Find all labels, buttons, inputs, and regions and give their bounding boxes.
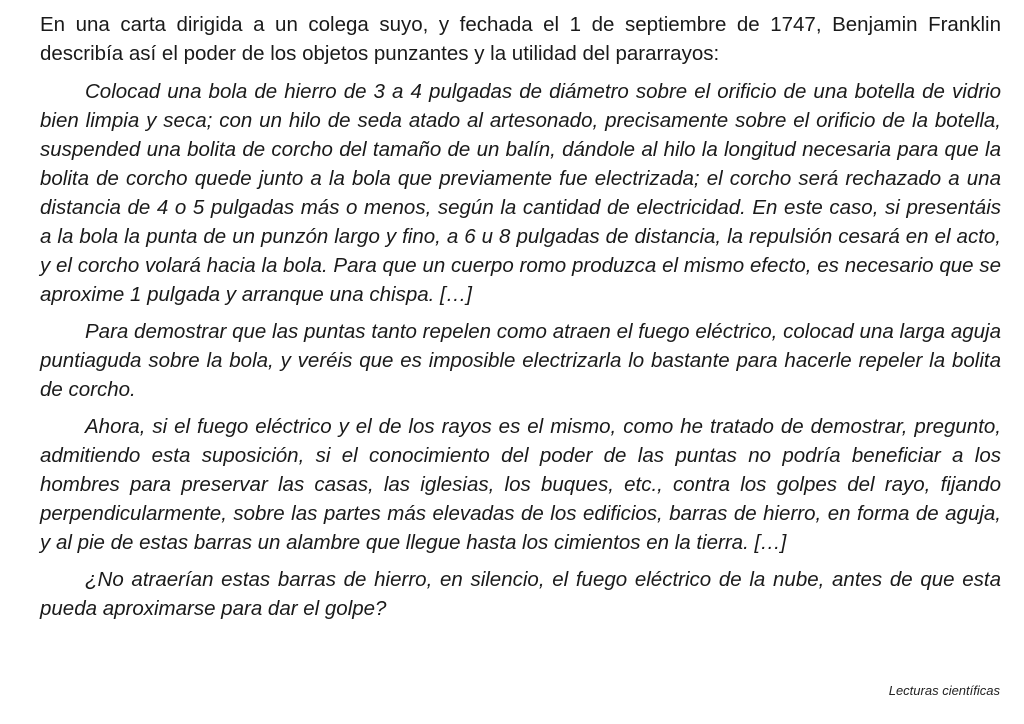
source-label: Lecturas científicas (888, 683, 1000, 698)
quote-paragraph-1: Colocad una bola de hierro de 3 a 4 pulgadas de diámetro sobre el orificio de una botella de vidrio bien limpia y seca; con un hilo de seda atado al artesonado, precisamente sobre el orificio de la botella, suspended una bolita de corcho del tamaño de un balín, dándole al hilo la longitud necesaria para que la bolita de corcho quede junto a la bola que previamente fue electrizada; el corcho será rechazado a una distancia de 4 o 5 pulgadas más o menos, según la cantidad de electricidad. En este caso, si presentáis a la bola la punta de un punzón largo y fino, a 6 u 8 pulgadas de distancia, la repulsión cesará en el acto, y el corcho volará hacia la bola. Para que un cuerpo romo produzca el mismo efecto, es necesario que se aproxime 1 pulgada y arranque una chispa. […] (40, 80, 1001, 306)
document-body (40, 10, 1001, 623)
quote-paragraph-2: Para demostrar que las puntas tanto repelen como atraen el fuego eléctrico, colocad una larga aguja puntiaguda sobre la bola, y veréis que es imposible electrizarla lo bastante para hacerle repeler la bolita de corcho. (40, 320, 1001, 401)
quote-paragraph-4: ¿No atraerían estas barras de hierro, en silencio, el fuego eléctrico de la nube, antes de que esta pueda aproximarse para dar el golpe? (40, 568, 1001, 620)
quote-paragraph-3: Ahora, si el fuego eléctrico y el de los rayos es el mismo, como he tratado de demostrar, pregunto, admitiendo esta suposición, si el conocimiento del poder de las puntas no podría beneficiar a los hombres para preservar las casas, las iglesias, los buques, etc., contra los golpes del rayo, fijando perpendicularmente, sobre las partes más elevadas de los edificios, barras de hierro, en forma de aguja, y al pie de estas barras un alambre que llegue hasta los cimientos en la tierra. […] (40, 415, 1001, 554)
intro-paragraph: En una carta dirigida a un colega suyo, y fechada el 1 de septiembre de 1747, Benjamin Franklin describía así el poder de los objetos punzantes y la utilidad del pararrayos: (40, 13, 1001, 65)
